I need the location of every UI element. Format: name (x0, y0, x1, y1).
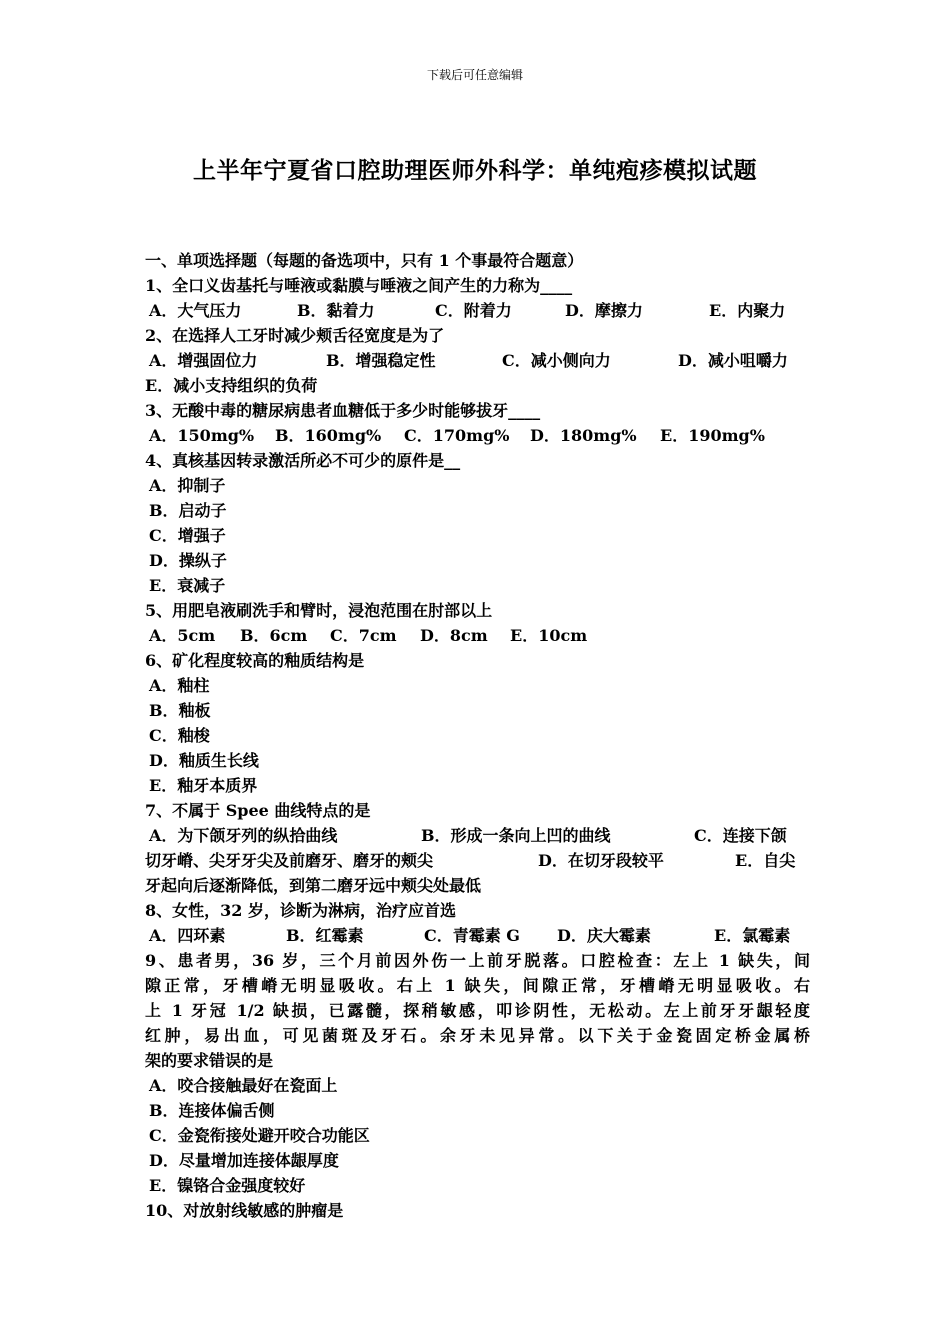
option-d: D．180mg% (530, 426, 637, 445)
option-e: E．氯霉素 (714, 926, 791, 945)
option-c-end: 切牙嵴、尖牙牙尖及前磨牙、磨牙的颊尖 (145, 851, 434, 870)
option-e: E．10cm (510, 626, 588, 645)
option-d: D．尽量增加连接体龈厚度 (149, 1151, 339, 1170)
document-title: 上半年宁夏省口腔助理医师外科学：单纯疱疹模拟试题 (193, 157, 757, 184)
option-c: C．金瓷衔接处避开咬合功能区 (149, 1126, 370, 1145)
option-b: B．启动子 (149, 501, 227, 520)
option-c: C．减小侧向力 (502, 351, 611, 370)
option-b: B．增强稳定性 (326, 351, 436, 370)
question-9-stem-line: 9、患者男，36 岁，三个月前因外伤一上前牙脱落。口腔检查：左上 1 缺失，间 (145, 951, 810, 970)
option-b: B．6cm (240, 626, 308, 645)
question-4-stem: 4、真核基因转录激活所必不可少的原件是__ (145, 451, 461, 470)
question-1-options (145, 298, 810, 323)
option-b: B．釉板 (149, 701, 211, 720)
question-8-stem: 8、女性，32 岁，诊断为淋病，治疗应首选 (145, 901, 456, 920)
option-a: A．为下颌牙列的纵拾曲线 (149, 826, 338, 845)
option-a: A．增强固位力 (149, 351, 258, 370)
option-e-end: 牙起向后逐渐降低，到第二磨牙远中颊尖处最低 (145, 876, 482, 895)
option-a: A．大气压力 (149, 301, 242, 320)
option-a: A．5cm (149, 626, 216, 645)
question-2-option-e: E．减小支持组织的负荷 (145, 376, 318, 395)
option-a: A．四环素 (149, 926, 226, 945)
question-10-stem: 10、对放射线敏感的肿瘤是 (145, 1201, 344, 1220)
option-e-start: E．自尖 (735, 851, 796, 870)
exam-content (145, 248, 810, 1223)
section-heading: 一、单项选择题（每题的备选项中，只有 1 个事最符合题意） (145, 251, 584, 270)
question-7-stem: 7、不属于 Spee 曲线特点的是 (145, 801, 371, 820)
option-e: E．内聚力 (709, 301, 786, 320)
option-d: D．摩擦力 (565, 301, 643, 320)
question-5-options (145, 623, 810, 648)
question-2-stem: 2、在选择人工牙时减少颊舌径宽度是为了 (145, 326, 445, 345)
option-c: C．7cm (330, 626, 397, 645)
option-b: B．连接体偏舌侧 (149, 1101, 275, 1120)
question-1-stem: 1、全口义齿基托与唾液或黏膜与唾液之间产生的力称为____ (145, 276, 573, 295)
option-c: C．釉梭 (149, 726, 210, 745)
option-e: E．衰减子 (149, 576, 226, 595)
page-header: 下载后可任意编辑 (426, 68, 523, 82)
option-d: D．釉质生长线 (149, 751, 259, 770)
option-c: C．青霉素 G (424, 926, 520, 945)
option-d: D．8cm (420, 626, 488, 645)
option-d: D．在切牙段较平 (538, 851, 664, 870)
option-c: C．170mg% (404, 426, 510, 445)
option-c: C．增强子 (149, 526, 226, 545)
option-b: B．黏着力 (297, 301, 375, 320)
question-9-stem-line: 架的要求错误的是 (145, 1051, 274, 1070)
question-7-options-line-1 (145, 823, 810, 848)
question-3-options (145, 423, 810, 448)
option-d: D．减小咀嚼力 (678, 351, 788, 370)
option-a: A．抑制子 (149, 476, 226, 495)
option-c: C．附着力 (435, 301, 512, 320)
option-a: A．150mg% (149, 426, 255, 445)
question-6-stem: 6、矿化程度较高的釉质结构是 (145, 651, 365, 670)
option-d: D．操纵子 (149, 551, 227, 570)
option-e: E．190mg% (660, 426, 765, 445)
option-e: E．镍铬合金强度较好 (149, 1176, 306, 1195)
question-7-options-line-2 (145, 848, 810, 873)
option-a: A．咬合接触最好在瓷面上 (149, 1076, 338, 1095)
question-9-stem-line: 隙正常，牙槽嵴无明显吸收。右上 1 缺失，间隙正常，牙槽嵴无明显吸收。右 (145, 976, 810, 995)
option-b: B．160mg% (275, 426, 382, 445)
question-9-stem-line: 上 1 牙冠 1/2 缺损，已露髓，探稍敏感，叩诊阴性，无松动。左上前牙牙龈轻度 (145, 1001, 810, 1020)
option-e: E．釉牙本质界 (149, 776, 258, 795)
question-5-stem: 5、用肥皂液刷洗手和臂时，浸泡范围在肘部以上 (145, 601, 493, 620)
option-c-start: C．连接下颌 (694, 826, 787, 845)
question-2-options (145, 348, 810, 373)
option-d: D．庆大霉素 (557, 926, 651, 945)
option-a: A．釉柱 (149, 676, 210, 695)
question-9-stem-line: 红肿，易出血，可见菌斑及牙石。余牙未见异常。以下关于金瓷固定桥金属桥 (145, 1026, 810, 1045)
option-b: B．形成一条向上凹的曲线 (421, 826, 611, 845)
option-b: B．红霉素 (286, 926, 364, 945)
question-8-options (145, 923, 810, 948)
question-3-stem: 3、无酸中毒的糖尿病患者血糖低于多少时能够拔牙____ (145, 401, 541, 420)
